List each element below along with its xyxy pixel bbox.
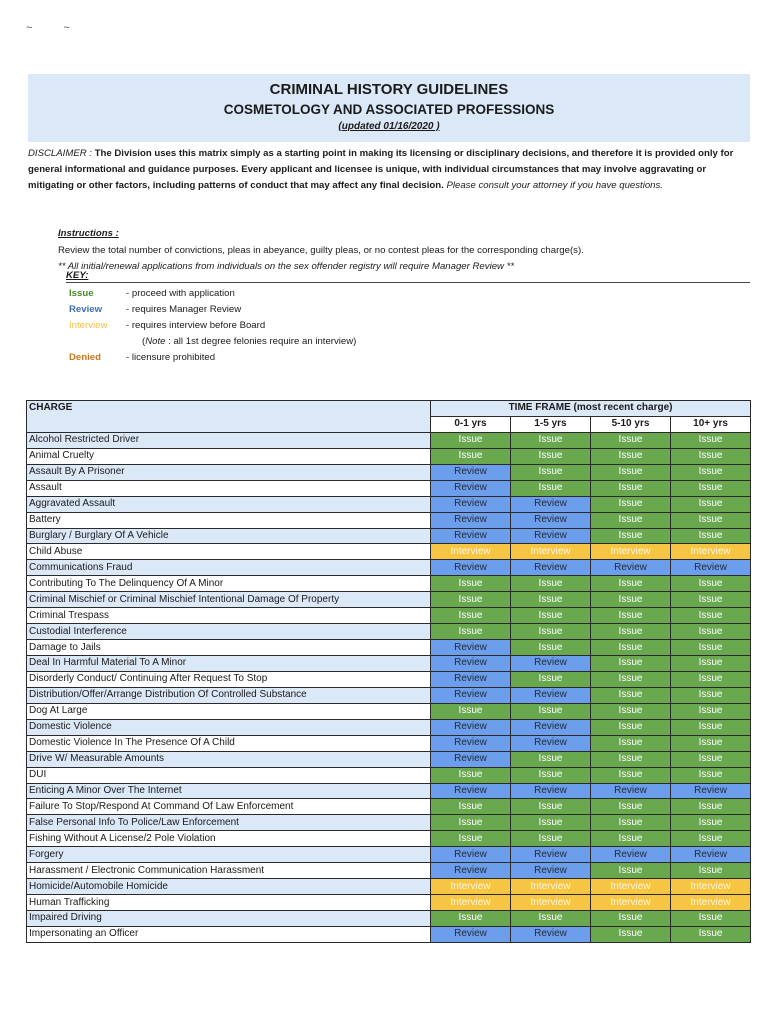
- status-cell: Review: [671, 847, 751, 863]
- table-row: [27, 576, 751, 592]
- legend-term: Interview: [69, 320, 108, 331]
- status-cell: Review: [511, 847, 591, 863]
- table-row: [27, 432, 751, 448]
- status-cell: Review: [671, 560, 751, 576]
- status-cell: Issue: [591, 863, 671, 879]
- status-cell: Issue: [591, 703, 671, 719]
- status-cell: Issue: [591, 719, 671, 735]
- status-cell: Issue: [431, 592, 511, 608]
- status-cell: Issue: [591, 576, 671, 592]
- status-cell: Review: [511, 735, 591, 751]
- charge-cell: False Personal Info To Police/Law Enforcement: [27, 815, 431, 831]
- charge-header: CHARGE: [27, 401, 431, 433]
- registry-note: ** All initial/renewal applications from individuals on the sex offender registry will require Manager Review **: [58, 261, 515, 272]
- status-cell: Review: [511, 863, 591, 879]
- charge-cell: Child Abuse: [27, 544, 431, 560]
- status-cell: Review: [431, 656, 511, 672]
- status-cell: Issue: [591, 512, 671, 528]
- status-cell: Issue: [511, 815, 591, 831]
- disclaimer-body: The Division uses this matrix simply as a starting point in making its licensing or disciplinary decisions, and therefore it is provided only for general informational and guidance purposes. Every applicant and licensee is unique, with individual circumstances that may involve aggravating or mitigating or other factors, including patterns of conduct that may affect any final decision.: [28, 148, 734, 191]
- legend-note-label: Note: [145, 336, 166, 347]
- status-cell: Issue: [591, 448, 671, 464]
- status-cell: Issue: [591, 608, 671, 624]
- table-row: [27, 512, 751, 528]
- table-row: [27, 560, 751, 576]
- disclaimer-advice: Please consult your attorney if you have questions.: [446, 180, 663, 191]
- status-cell: Issue: [671, 512, 751, 528]
- table-row: [27, 480, 751, 496]
- table-row: [27, 863, 751, 879]
- status-cell: Review: [511, 926, 591, 942]
- status-cell: Issue: [671, 926, 751, 942]
- status-cell: Issue: [671, 528, 751, 544]
- legend-note-text: : all 1st degree felonies require an interview): [165, 336, 357, 347]
- scan-mark: ~ ~: [26, 22, 84, 34]
- status-cell: Interview: [671, 895, 751, 911]
- status-cell: Issue: [431, 432, 511, 448]
- table-row: [27, 448, 751, 464]
- status-cell: Review: [431, 687, 511, 703]
- table-row: [27, 528, 751, 544]
- charge-cell: Harassment / Electronic Communication Harassment: [27, 863, 431, 879]
- status-cell: Review: [431, 496, 511, 512]
- legend-desc: - proceed with application: [126, 288, 235, 299]
- charge-cell: Forgery: [27, 847, 431, 863]
- status-cell: Issue: [431, 799, 511, 815]
- status-cell: Issue: [591, 671, 671, 687]
- charge-cell: Contributing To The Delinquency Of A Minor: [27, 576, 431, 592]
- charge-cell: Damage to Jails: [27, 640, 431, 656]
- column-header: 0-1 yrs: [431, 416, 511, 432]
- status-cell: Review: [431, 926, 511, 942]
- status-cell: Issue: [671, 687, 751, 703]
- status-cell: Issue: [671, 815, 751, 831]
- status-cell: Issue: [591, 799, 671, 815]
- status-cell: Interview: [511, 895, 591, 911]
- status-cell: Issue: [511, 640, 591, 656]
- status-cell: Issue: [591, 751, 671, 767]
- status-cell: Issue: [511, 608, 591, 624]
- legend-desc: - licensure prohibited: [126, 352, 216, 363]
- charge-cell: Criminal Mischief or Criminal Mischief Intentional Damage Of Property: [27, 592, 431, 608]
- charge-cell: Assault: [27, 480, 431, 496]
- status-cell: Issue: [671, 719, 751, 735]
- table-row: [27, 735, 751, 751]
- status-cell: Issue: [671, 751, 751, 767]
- charge-cell: Aggravated Assault: [27, 496, 431, 512]
- document-title: CRIMINAL HISTORY GUIDELINES: [269, 81, 509, 98]
- column-header: 10+ yrs: [671, 416, 751, 432]
- document-header: [28, 74, 750, 142]
- key-divider: [66, 282, 750, 283]
- status-cell: Issue: [671, 767, 751, 783]
- status-cell: Issue: [511, 480, 591, 496]
- charge-cell: Criminal Trespass: [27, 608, 431, 624]
- status-cell: Issue: [511, 576, 591, 592]
- table-row: [27, 608, 751, 624]
- status-cell: Issue: [591, 815, 671, 831]
- charge-cell: Homicide/Automobile Homicide: [27, 879, 431, 895]
- status-cell: Interview: [671, 544, 751, 560]
- charge-cell: Assault By A Prisoner: [27, 464, 431, 480]
- table-row: [27, 895, 751, 911]
- charge-cell: Drive W/ Measurable Amounts: [27, 751, 431, 767]
- status-cell: Issue: [431, 576, 511, 592]
- status-cell: Issue: [671, 448, 751, 464]
- charge-cell: Burglary / Burglary Of A Vehicle: [27, 528, 431, 544]
- status-cell: Issue: [671, 496, 751, 512]
- status-cell: Review: [511, 528, 591, 544]
- status-cell: Review: [511, 560, 591, 576]
- status-cell: Issue: [591, 464, 671, 480]
- table-row: [27, 847, 751, 863]
- status-cell: Issue: [591, 911, 671, 927]
- status-cell: Issue: [591, 592, 671, 608]
- charge-cell: Custodial Interference: [27, 624, 431, 640]
- status-cell: Review: [431, 735, 511, 751]
- charge-cell: Battery: [27, 512, 431, 528]
- status-cell: Review: [511, 719, 591, 735]
- charge-cell: Alcohol Restricted Driver: [27, 432, 431, 448]
- status-cell: Issue: [591, 528, 671, 544]
- legend-term: Issue: [69, 288, 94, 299]
- criminal-history-matrix: [26, 400, 751, 943]
- legend-desc: - requires Manager Review: [126, 304, 242, 315]
- status-cell: Issue: [431, 624, 511, 640]
- table-row: [27, 624, 751, 640]
- matrix-body: [27, 432, 751, 942]
- status-cell: Issue: [511, 592, 591, 608]
- charge-cell: Failure To Stop/Respond At Command Of Law Enforcement: [27, 799, 431, 815]
- charge-cell: Deal In Harmful Material To A Minor: [27, 656, 431, 672]
- charge-cell: Enticing A Minor Over The Internet: [27, 783, 431, 799]
- status-cell: Interview: [431, 879, 511, 895]
- status-cell: Review: [431, 480, 511, 496]
- status-cell: Review: [591, 847, 671, 863]
- table-row: [27, 687, 751, 703]
- status-cell: Issue: [671, 799, 751, 815]
- status-cell: Issue: [591, 926, 671, 942]
- charge-cell: DUI: [27, 767, 431, 783]
- status-cell: Review: [511, 783, 591, 799]
- status-cell: Review: [431, 528, 511, 544]
- status-cell: Issue: [511, 911, 591, 927]
- status-cell: Issue: [591, 432, 671, 448]
- status-cell: Review: [431, 560, 511, 576]
- table-row: [27, 464, 751, 480]
- status-cell: Interview: [671, 879, 751, 895]
- status-cell: Review: [511, 656, 591, 672]
- status-cell: Issue: [671, 576, 751, 592]
- status-cell: Review: [431, 640, 511, 656]
- table-row: [27, 926, 751, 942]
- charge-cell: Domestic Violence In The Presence Of A Child: [27, 735, 431, 751]
- table-row: [27, 640, 751, 656]
- charge-cell: Communications Fraud: [27, 560, 431, 576]
- status-cell: Issue: [431, 448, 511, 464]
- status-cell: Interview: [431, 544, 511, 560]
- table-row: [27, 751, 751, 767]
- table-row: [27, 767, 751, 783]
- instructions-heading: Instructions :: [58, 228, 119, 239]
- charge-cell: Domestic Violence: [27, 719, 431, 735]
- status-cell: Issue: [671, 911, 751, 927]
- status-cell: Issue: [671, 464, 751, 480]
- status-cell: Review: [431, 719, 511, 735]
- status-cell: Interview: [511, 879, 591, 895]
- charge-cell: Impaired Driving: [27, 911, 431, 927]
- status-cell: Interview: [591, 544, 671, 560]
- timeframe-header: TIME FRAME (most recent charge): [431, 401, 751, 417]
- legend-desc: - requires interview before Board: [126, 320, 266, 331]
- table-row: [27, 703, 751, 719]
- status-cell: Issue: [511, 432, 591, 448]
- table-row: [27, 831, 751, 847]
- status-cell: Issue: [511, 799, 591, 815]
- charge-cell: Animal Cruelty: [27, 448, 431, 464]
- status-cell: Issue: [431, 831, 511, 847]
- status-cell: Issue: [671, 592, 751, 608]
- status-cell: Issue: [431, 815, 511, 831]
- status-cell: Review: [431, 512, 511, 528]
- status-cell: Review: [511, 496, 591, 512]
- key-label: KEY:: [66, 270, 89, 281]
- document-subtitle: COSMETOLOGY AND ASSOCIATED PROFESSIONS: [223, 102, 555, 117]
- status-cell: Issue: [591, 735, 671, 751]
- status-cell: Issue: [511, 671, 591, 687]
- status-cell: Issue: [511, 767, 591, 783]
- table-row: [27, 815, 751, 831]
- charge-cell: Impersonating an Officer: [27, 926, 431, 942]
- charge-cell: Fishing Without A License/2 Pole Violation: [27, 831, 431, 847]
- table-row: [27, 799, 751, 815]
- status-cell: Issue: [511, 448, 591, 464]
- status-cell: Issue: [511, 464, 591, 480]
- table-row: [27, 911, 751, 927]
- charge-cell: Disorderly Conduct/ Continuing After Request To Stop: [27, 671, 431, 687]
- status-cell: Review: [431, 783, 511, 799]
- status-cell: Issue: [671, 735, 751, 751]
- status-cell: Review: [671, 783, 751, 799]
- status-cell: Interview: [511, 544, 591, 560]
- status-cell: Issue: [431, 911, 511, 927]
- instructions-body: Review the total number of convictions, pleas in abeyance, guilty pleas, or no contest pleas for the corresponding charge(s).: [58, 245, 584, 256]
- status-cell: Review: [591, 560, 671, 576]
- status-cell: Issue: [431, 703, 511, 719]
- status-cell: Issue: [671, 624, 751, 640]
- status-cell: Issue: [671, 640, 751, 656]
- column-header: 1-5 yrs: [511, 416, 591, 432]
- status-cell: Interview: [431, 895, 511, 911]
- status-cell: Review: [511, 512, 591, 528]
- legend-note: [142, 334, 356, 350]
- status-cell: Issue: [511, 831, 591, 847]
- status-cell: Issue: [431, 608, 511, 624]
- status-cell: Issue: [671, 671, 751, 687]
- status-cell: Issue: [671, 608, 751, 624]
- legend-note-open: (: [142, 336, 146, 347]
- status-cell: Issue: [591, 624, 671, 640]
- status-cell: Review: [431, 751, 511, 767]
- status-cell: Issue: [671, 863, 751, 879]
- status-cell: Issue: [671, 703, 751, 719]
- status-cell: Issue: [591, 496, 671, 512]
- status-cell: Issue: [591, 767, 671, 783]
- legend-term: Review: [69, 304, 103, 315]
- status-cell: Issue: [591, 640, 671, 656]
- updated-date: (updated 01/16/2020 ): [338, 121, 440, 132]
- status-cell: Review: [431, 863, 511, 879]
- status-cell: Review: [511, 687, 591, 703]
- status-cell: Issue: [591, 656, 671, 672]
- status-cell: Issue: [671, 480, 751, 496]
- charge-cell: Dog At Large: [27, 703, 431, 719]
- status-cell: Review: [431, 464, 511, 480]
- status-cell: Issue: [591, 480, 671, 496]
- column-header: 5-10 yrs: [591, 416, 671, 432]
- status-cell: Issue: [511, 751, 591, 767]
- charge-cell: Distribution/Offer/Arrange Distribution Of Controlled Substance: [27, 687, 431, 703]
- status-cell: Issue: [671, 656, 751, 672]
- status-cell: Issue: [591, 687, 671, 703]
- status-cell: Review: [431, 847, 511, 863]
- status-cell: Issue: [511, 624, 591, 640]
- legend-term: Denied: [69, 352, 101, 363]
- table-row: [27, 671, 751, 687]
- status-cell: Review: [591, 783, 671, 799]
- status-cell: Issue: [671, 831, 751, 847]
- table-row: [27, 879, 751, 895]
- table-row: [27, 783, 751, 799]
- table-row: [27, 544, 751, 560]
- status-cell: Issue: [511, 703, 591, 719]
- status-cell: Issue: [671, 432, 751, 448]
- table-row: [27, 656, 751, 672]
- status-cell: Interview: [591, 895, 671, 911]
- status-cell: Interview: [591, 879, 671, 895]
- table-row: [27, 496, 751, 512]
- status-cell: Issue: [591, 831, 671, 847]
- status-cell: Review: [431, 671, 511, 687]
- instructions: [58, 226, 750, 275]
- disclaimer: [28, 146, 750, 194]
- table-row: [27, 719, 751, 735]
- status-cell: Issue: [431, 767, 511, 783]
- table-row: [27, 592, 751, 608]
- charge-cell: Human Trafficking: [27, 895, 431, 911]
- disclaimer-label: DISCLAIMER :: [28, 148, 92, 159]
